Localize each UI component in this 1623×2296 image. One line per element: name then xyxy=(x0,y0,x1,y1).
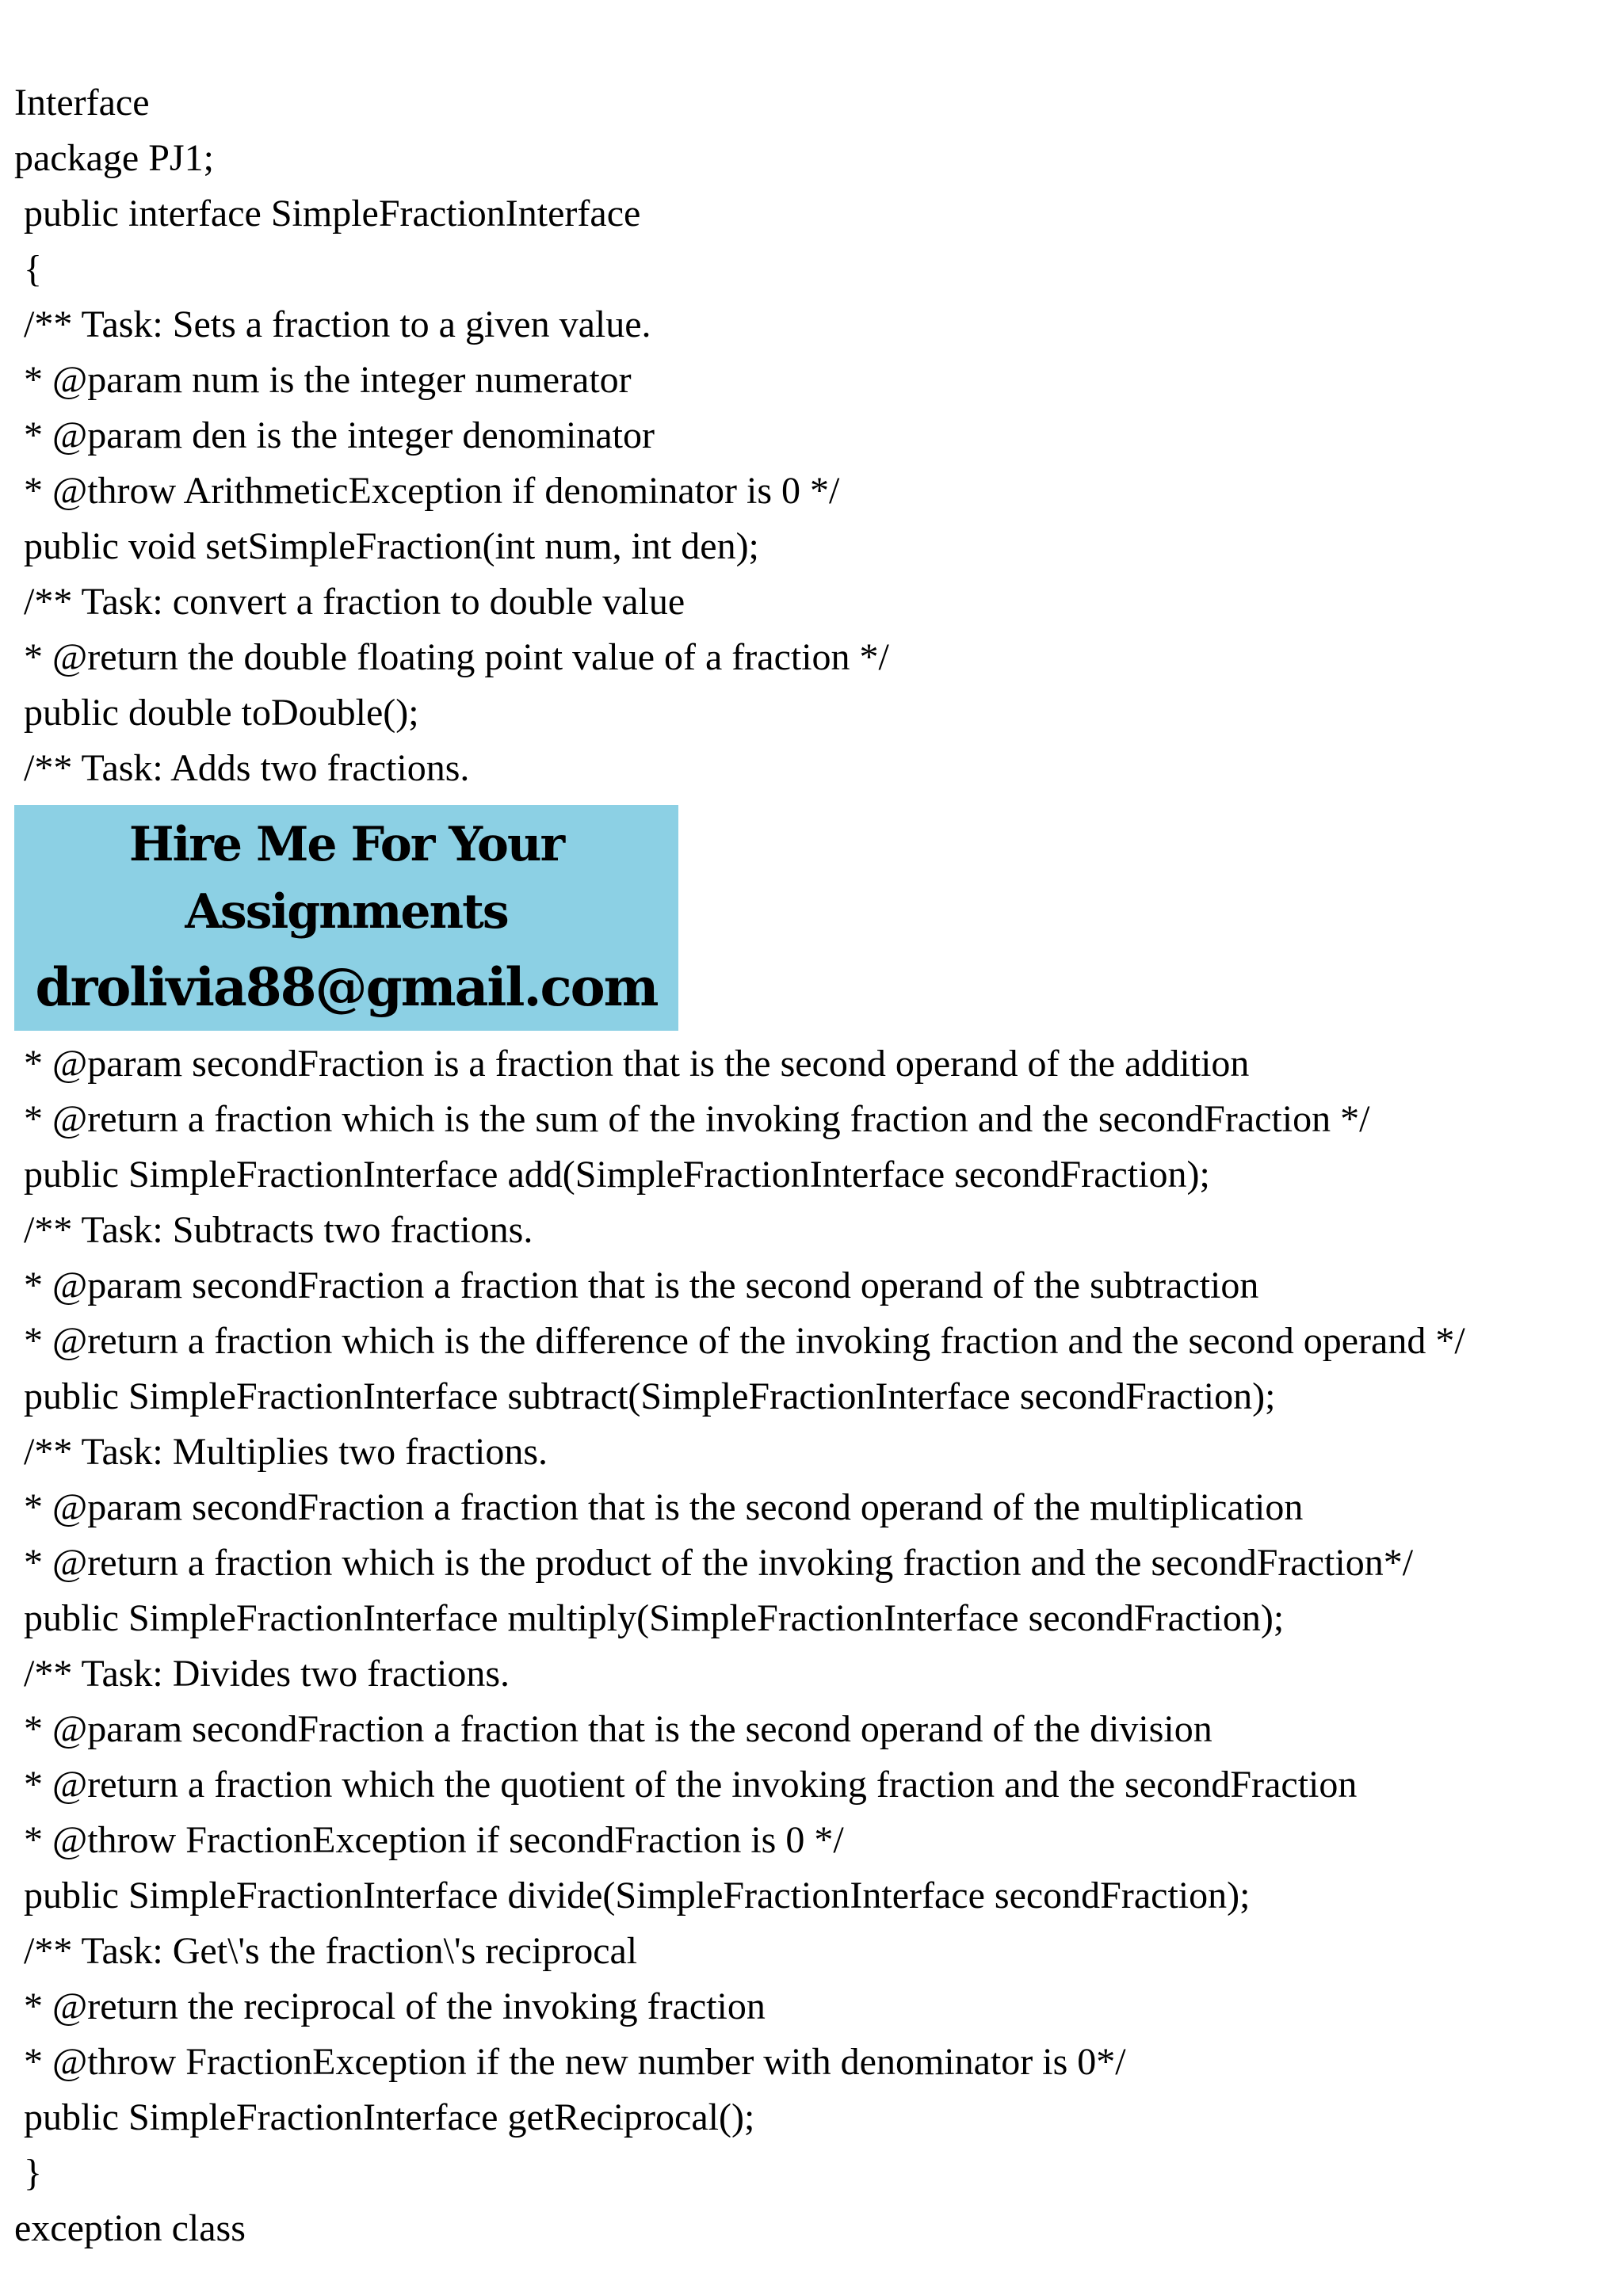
code-line: * @return a fraction which the quotient of the invoking fraction and the secondFraction xyxy=(24,1764,1358,1806)
code-line: * @param secondFraction a fraction that is the second operand of the multiplication xyxy=(24,1486,1304,1528)
code-line: * @throw FractionException if the new number with denominator is 0*/ xyxy=(24,2041,1126,2083)
code-line: public SimpleFractionInterface subtract(SimpleFractionInterface secondFraction); xyxy=(24,1375,1276,1417)
code-line: /** Task: Get\'s the fraction\'s reciprocal xyxy=(24,1930,638,1972)
code-line: public void setSimpleFraction(int num, int den); xyxy=(24,525,759,567)
code-line: * @param secondFraction a fraction that is the second operand of the division xyxy=(24,1708,1212,1750)
code-line: public interface SimpleFractionInterface xyxy=(24,193,641,235)
code-line: * @throw FractionException if secondFraction is 0 */ xyxy=(24,1819,844,1861)
code-line: /** Task: Divides two fractions. xyxy=(24,1653,510,1695)
code-line: * @param den is the integer denominator xyxy=(24,414,655,456)
watermark-line-2: Assignments xyxy=(185,884,508,940)
code-line: * @throw ArithmeticException if denominator is 0 */ xyxy=(24,470,840,512)
code-line: /** Task: Sets a fraction to a given value. xyxy=(24,303,651,345)
code-line: package PJ1; xyxy=(14,137,214,179)
code-line: /** Task: Adds two fractions. xyxy=(24,747,470,789)
code-line: } xyxy=(24,2152,43,2194)
code-line: { xyxy=(24,248,43,290)
document-body xyxy=(0,79,1623,2260)
code-line: * @return a fraction which is the product of the invoking fraction and the secondFraction*/ xyxy=(24,1542,1414,1584)
code-line: /** Task: convert a fraction to double value xyxy=(24,581,685,623)
code-line: * @param num is the integer numerator xyxy=(24,359,632,401)
code-line: public SimpleFractionInterface divide(SimpleFractionInterface secondFraction); xyxy=(24,1875,1251,1917)
watermark-line-1: Hire Me For Your xyxy=(128,817,564,872)
watermark-email: drolivia88@gmail.com xyxy=(35,956,658,1018)
code-line: * @return a fraction which is the difference of the invoking fraction and the second operand */ xyxy=(24,1320,1465,1362)
code-line: exception class xyxy=(14,2207,246,2249)
code-line: public SimpleFractionInterface getReciprocal(); xyxy=(24,2096,755,2138)
code-line: * @return a fraction which is the sum of the invoking fraction and the secondFraction */ xyxy=(24,1098,1370,1140)
code-line: /** Task: Subtracts two fractions. xyxy=(24,1209,533,1251)
code-line: public SimpleFractionInterface multiply(SimpleFractionInterface secondFraction); xyxy=(24,1597,1285,1639)
code-line: Interface xyxy=(14,82,150,124)
code-line: public double toDouble(); xyxy=(24,692,419,734)
code-line: * @param secondFraction a fraction that is the second operand of the subtraction xyxy=(24,1264,1259,1306)
code-line: * @param secondFraction is a fraction that is the second operand of the addition xyxy=(24,1043,1250,1085)
watermark-banner xyxy=(14,805,678,1031)
code-line: public SimpleFractionInterface add(SimpleFractionInterface secondFraction); xyxy=(24,1154,1210,1196)
code-line: * @return the double floating point value of a fraction */ xyxy=(24,636,889,678)
code-line: * @return the reciprocal of the invoking fraction xyxy=(24,1985,766,2027)
code-line: /** Task: Multiplies two fractions. xyxy=(24,1431,548,1473)
